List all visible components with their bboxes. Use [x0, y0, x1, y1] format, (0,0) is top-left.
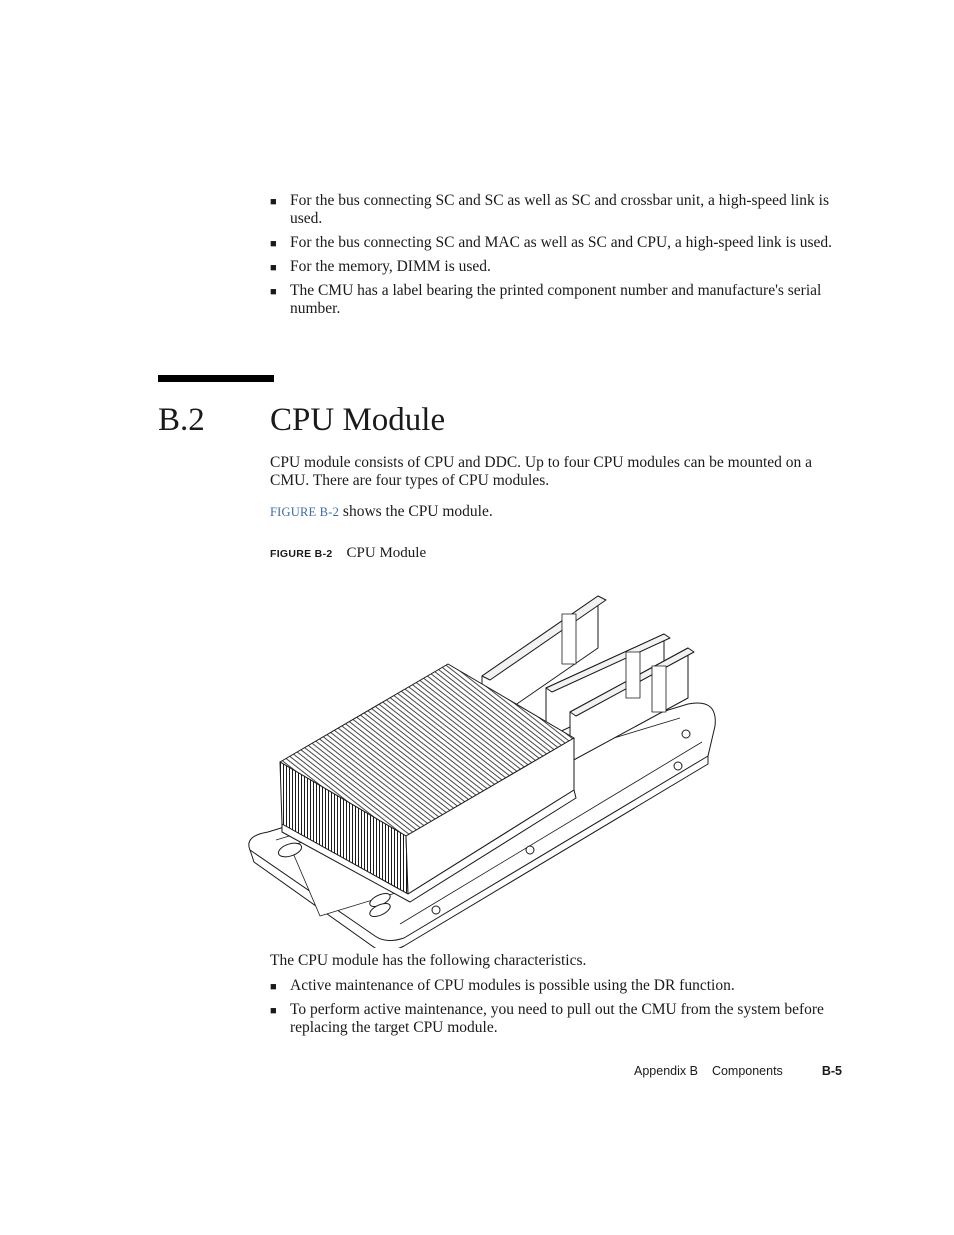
- figure-caption: [270, 545, 426, 562]
- bullet-icon: ■: [270, 262, 277, 274]
- screw: [674, 762, 682, 770]
- figure-caption-label: FIGURE B-2: [270, 548, 333, 560]
- bullet-icon: ■: [270, 238, 277, 250]
- connector-block: [652, 666, 666, 712]
- footer-chapter: Components: [711, 1064, 783, 1078]
- list-item-text: For the memory, DIMM is used.: [290, 258, 491, 275]
- list-item: [270, 282, 840, 318]
- list-item: [270, 1001, 840, 1037]
- characteristics-intro: The CPU module has the following characteristics.: [270, 952, 587, 969]
- section-rule: [158, 375, 274, 382]
- list-item: [270, 258, 840, 276]
- bullet-icon: ■: [270, 196, 277, 208]
- list-item: [270, 234, 840, 252]
- list-item: [270, 192, 840, 228]
- list-item: [270, 977, 840, 995]
- section-number: B.2: [158, 402, 205, 438]
- list-item-text: For the bus connecting SC and MAC as well as SC and CPU, a high-speed link is used.: [290, 234, 833, 251]
- bullet-icon: ■: [270, 286, 277, 298]
- connector-block: [562, 614, 576, 664]
- section-title: CPU Module: [270, 402, 446, 438]
- top-bullet-list: [270, 192, 840, 324]
- connector-block: [626, 652, 640, 698]
- page-footer: [634, 1064, 842, 1078]
- figure-link[interactable]: FIGURE B-2: [270, 505, 340, 519]
- screw: [682, 730, 690, 738]
- bottom-bullet-list: [270, 977, 840, 1043]
- footer-appendix: Appendix B: [634, 1064, 698, 1078]
- screw: [526, 846, 534, 854]
- page-number: B-5: [821, 1064, 842, 1078]
- bullet-icon: ■: [270, 981, 277, 993]
- list-item-text: Active maintenance of CPU modules is possible using the DR function.: [290, 977, 735, 994]
- intro-paragraph: CPU module consists of CPU and DDC. Up to four CPU modules can be mounted on a CMU. There are four types of CPU modules.: [270, 454, 813, 489]
- figure-caption-title: CPU Module: [346, 545, 427, 561]
- cpu-module-illustration: [240, 588, 730, 948]
- figure-reference-paragraph: [270, 503, 840, 521]
- list-item-text: For the bus connecting SC and SC as well as SC and crossbar unit, a high-speed link is used.: [290, 192, 829, 227]
- figure-reference-text: shows the CPU module.: [339, 503, 493, 520]
- list-item-text: The CMU has a label bearing the printed component number and manufacture's serial number.: [290, 282, 822, 317]
- bullet-icon: ■: [270, 1005, 277, 1017]
- screw: [432, 906, 440, 914]
- list-item-text: To perform active maintenance, you need to pull out the CMU from the system before replacing the target CPU module.: [290, 1001, 824, 1036]
